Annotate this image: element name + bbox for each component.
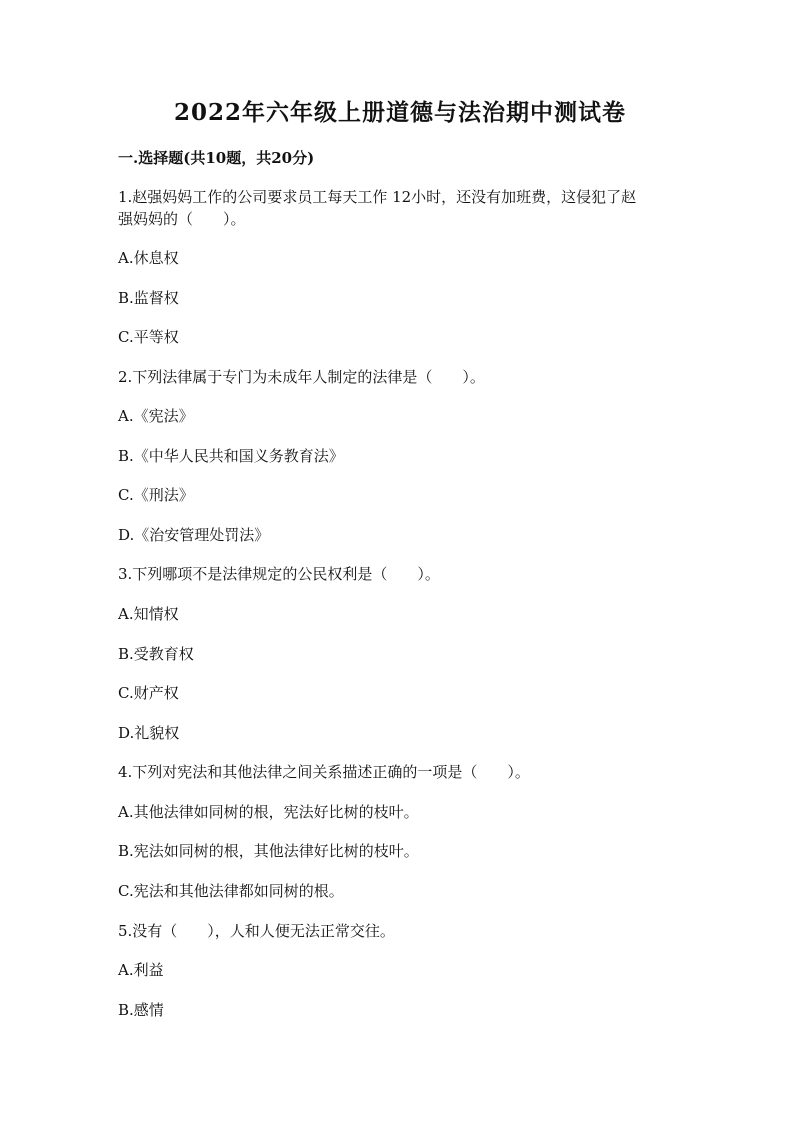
question-4-option-b: B.宪法如同树的根，其他法律好比树的枝叶。 — [118, 842, 419, 860]
question-1-option-b: B.监督权 — [118, 289, 179, 307]
question-3-option-b: B.受教育权 — [118, 645, 194, 663]
question-1-stem-line-2: 强妈妈的（ ）。 — [118, 210, 246, 228]
section-heading: 一.选择题(共10题，共20分) — [118, 149, 315, 167]
question-2-option-d: D.《治安管理处罚法》 — [118, 526, 270, 544]
question-3-option-c: C.财产权 — [118, 684, 179, 702]
question-4-option-a: A.其他法律如同树的根，宪法好比树的枝叶。 — [118, 803, 419, 821]
question-3-option-a: A.知情权 — [118, 605, 179, 623]
question-5-option-a: A.利益 — [118, 961, 164, 979]
question-3-option-d: D.礼貌权 — [118, 724, 180, 742]
question-1-option-c: C.平等权 — [118, 328, 179, 346]
question-1-stem-line-1: 1.赵强妈妈工作的公司要求员工每天工作 12小时，还没有加班费，这侵犯了赵 — [118, 188, 637, 206]
page-title: 2022年六年级上册道德与法治期中测试卷 — [173, 99, 626, 126]
question-3-stem: 3.下列哪项不是法律规定的公民权利是（ ）。 — [118, 565, 440, 583]
question-4-option-c: C.宪法和其他法律都如同树的根。 — [118, 882, 344, 900]
question-1-option-a: A.休息权 — [118, 249, 179, 267]
question-2-option-a: A.《宪法》 — [118, 407, 194, 425]
question-5-stem: 5.没有（ ），人和人便无法正常交往。 — [118, 922, 395, 940]
question-4-stem: 4.下列对宪法和其他法律之间关系描述正确的一项是（ ）。 — [118, 763, 530, 781]
question-2-option-b: B.《中华人民共和国义务教育法》 — [118, 447, 344, 465]
question-5-option-b: B.感情 — [118, 1001, 164, 1019]
question-2-option-c: C.《刑法》 — [118, 486, 194, 504]
question-2-stem: 2.下列法律属于专门为未成年人制定的法律是（ ）。 — [118, 368, 485, 386]
